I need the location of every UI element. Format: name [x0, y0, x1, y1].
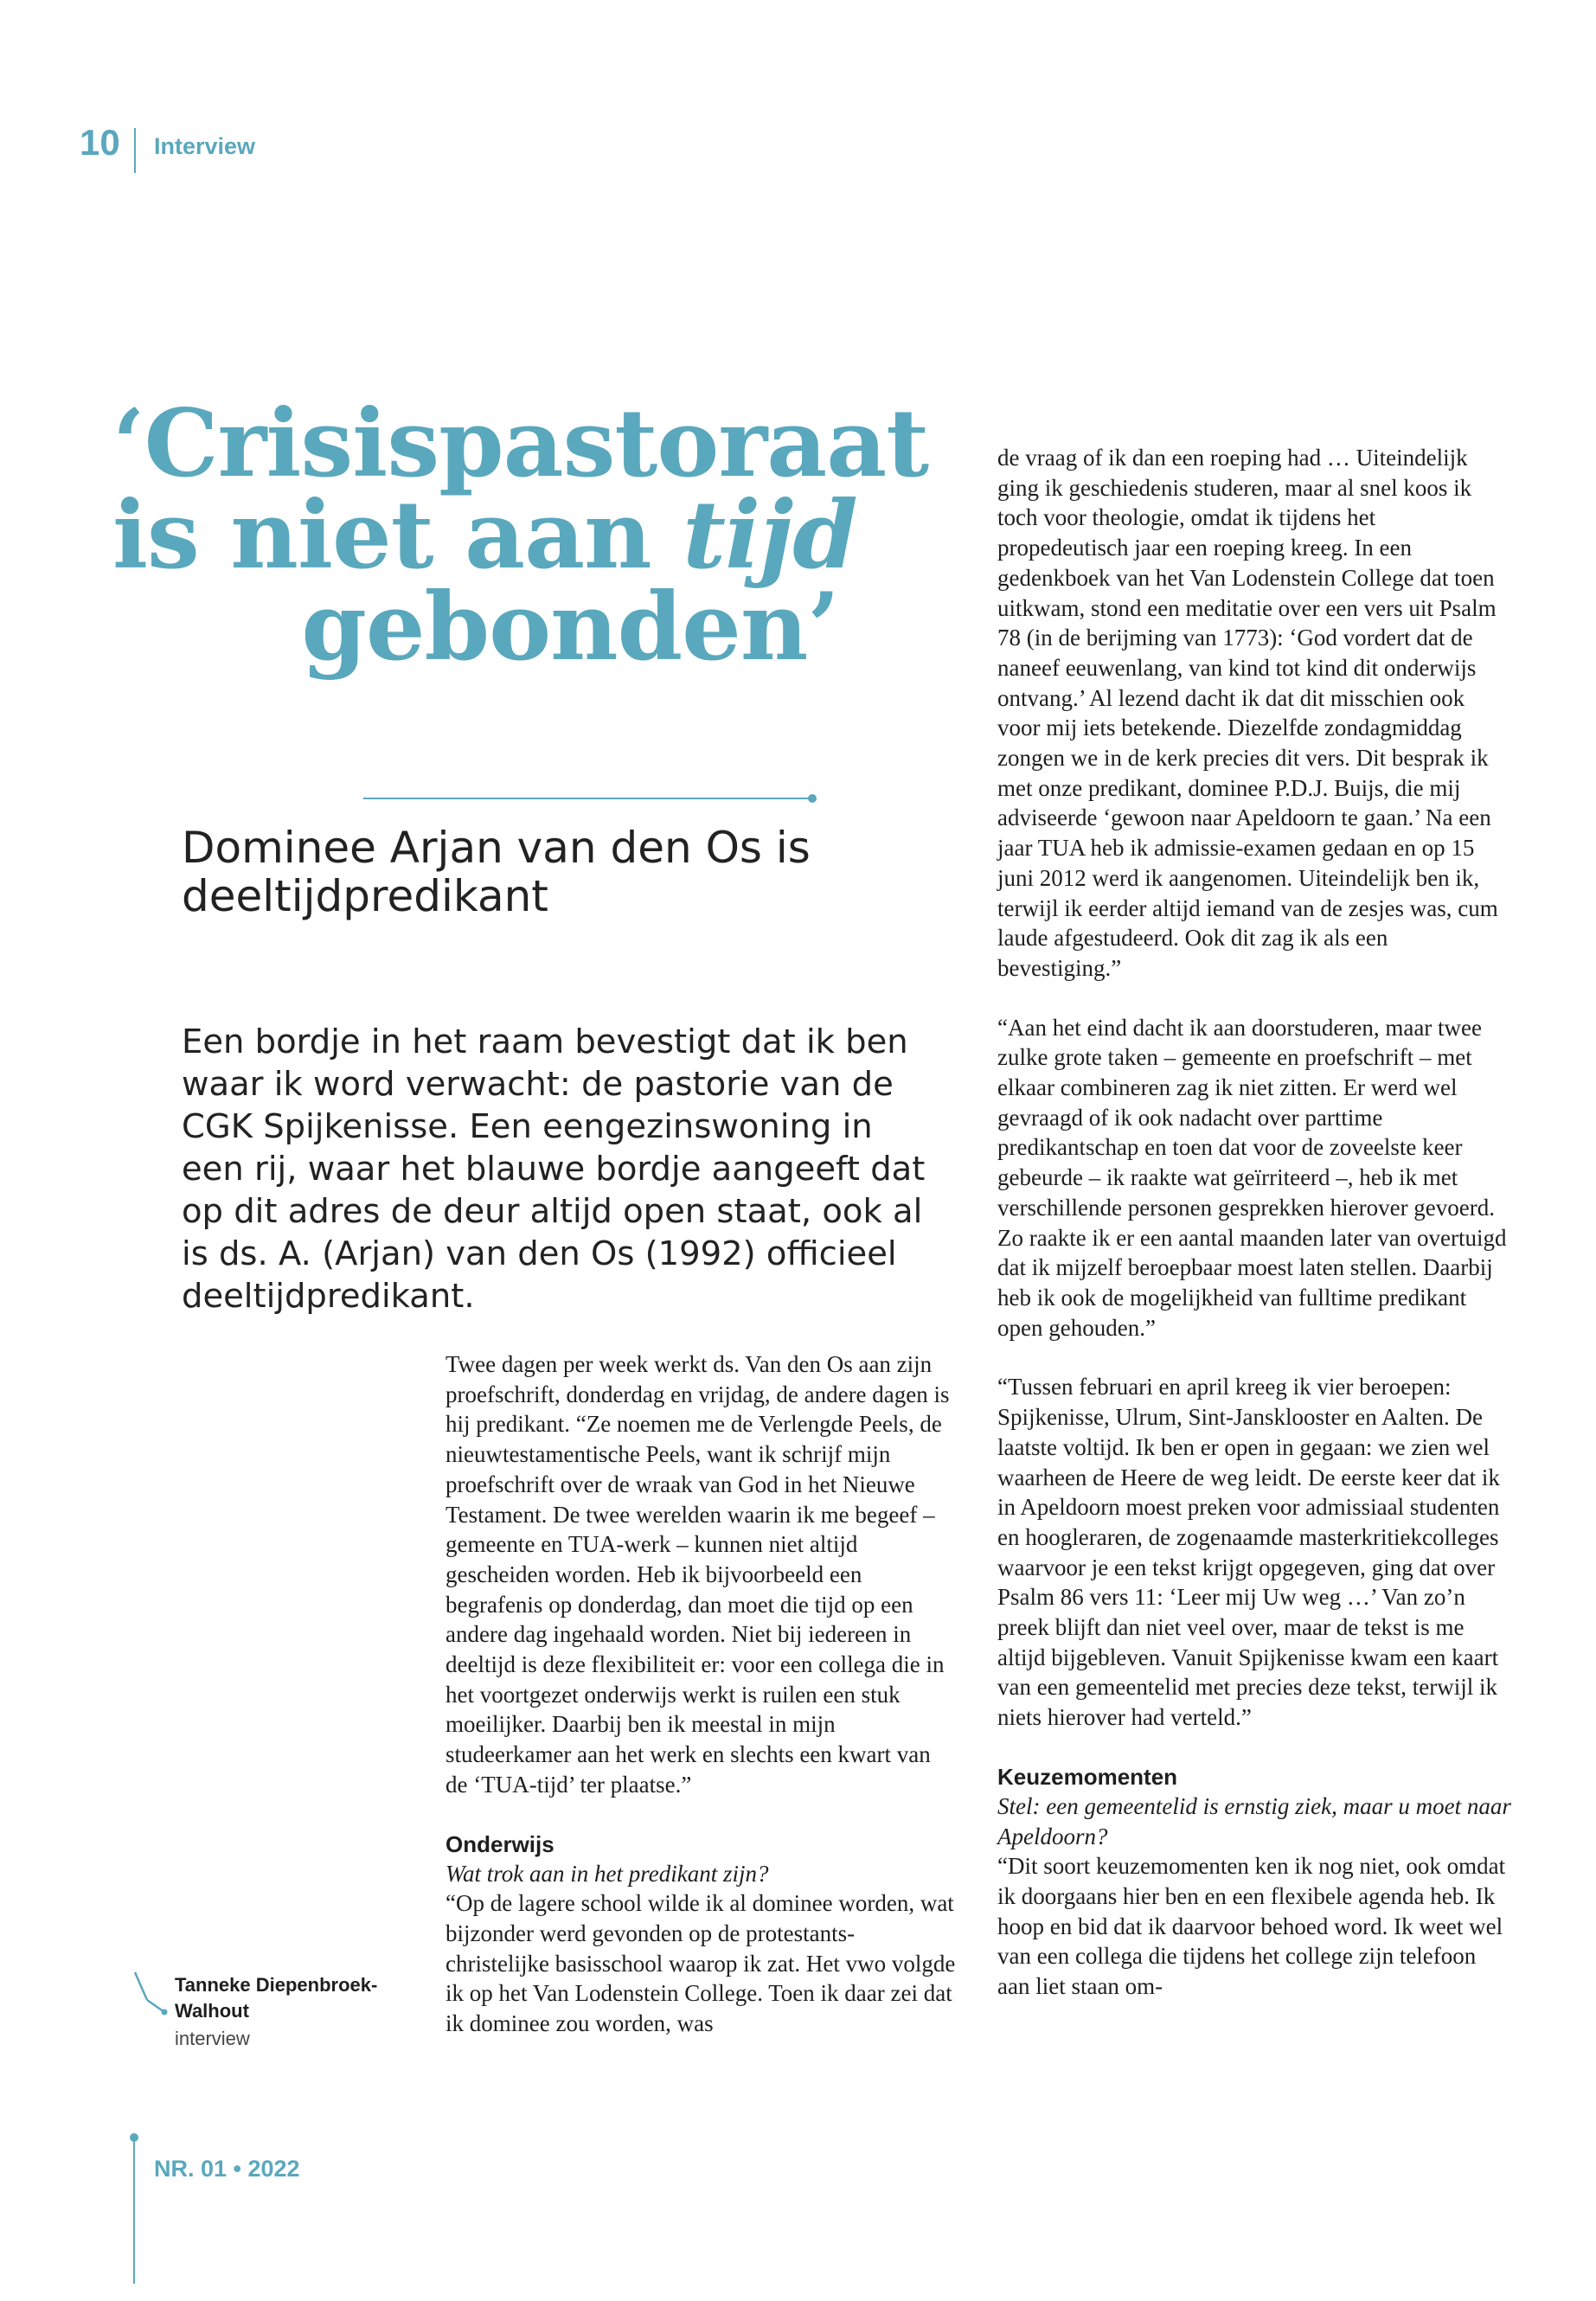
section-label: Interview [154, 133, 256, 159]
title-emphasis: tijd [683, 481, 857, 590]
body-column-right [997, 443, 1512, 2002]
section-heading: Onderwijs [445, 1830, 554, 1857]
article-title [112, 389, 929, 682]
page-number: 10 [80, 122, 120, 163]
pen-icon [131, 1969, 171, 2021]
footer-divider [133, 2137, 135, 2284]
title-line-2 [112, 481, 857, 590]
issue-number: NR. 01 • 2022 [154, 2156, 300, 2182]
footer-divider-dot [130, 2133, 138, 2142]
body-paragraph: de vraag of ik dan een roeping had … Uiteindelijk ging ik geschiedenis studeren, maar al snel koos ik toch voor theologie, omdat ik tijdens het propedeutisch jaar een roeping kreeg. In een gedenkboek van het Van Lodenstein College dat toen uitkwam, stond een meditatie over een vers uit Psalm 78 (in de berijming van 1773): ‘God vordert dat de naneef eeuwenlang, van kind tot kind dit onderwijs ontvang.’ Al lezend dacht ik dat dit misschien ook voor mij iets betekende. Diezelfde zondagmiddag zongen we in de kerk precies dit vers. Dit besprak ik met onze predikant, dominee P.D.J. Buijs, die mij adviseerde ‘gewoon naar Apeldoorn te gaan.’ Na een jaar TUA heb ik admissie-examen gedaan en op 15 juni 2012 werd ik aangenomen. Uiteindelijk ben ik, terwijl ik eerder altijd iemand van de zesjes was, cum laude afgestudeerd. Ook dit zag ik als een bevestiging.” [997, 445, 1498, 981]
body-paragraph: “Tussen februari en april kreeg ik vier beroepen: Spijkenisse, Ulrum, Sint-Jansklooster en Aalten. De laatste voltijd. Ik ben er open in gegaan: we zien wel waarheen de Heere de weg leidt. De eerste keer dat ik in Apeldoorn moest preken voor admissiaal studenten en hoogleraren, de zogenaamde masterkritiekcolleges waarvoor je een tekst krijgt opgegeven, ging dat over Psalm 86 vers 11: ‘Leer mij Uw weg …’ Van zo’n preek blijft dan niet veel over, maar de tekst is me altijd bijgebleven. Vanuit Spijkenisse kwam een kaart van een gemeentelid met precies deze tekst, terwijl ik niets hierover had verteld.” [997, 1374, 1500, 1731]
title-divider [363, 798, 813, 799]
section-heading: Keuzemomenten [997, 1763, 1178, 1790]
title-line-2-text: is niet aan [112, 481, 683, 590]
body-column-middle [445, 1349, 956, 2039]
header-divider [134, 128, 136, 173]
body-paragraph: “Aan het eind dacht ik aan doorstuderen, maar twee zulke grote taken – gemeente en proefschrift – met elkaar combineren zag ik niet zitten. Er werd wel gevraagd of ik ook nadacht over parttime predikantschap en toen dat voor de zoveelste keer gebeurde – ik raakte wat geïrriteerd –, heb ik met verschillende personen gesprekken hierover gevoerd. Zo raakte ik er een aantal maanden later van overtuigd dat ik mijzelf beroepbaar moest laten stellen. Daarbij heb ik ook de mogelijkheid van fulltime predikant open gehouden.” [997, 1014, 1507, 1341]
title-line-3: gebonden’ [301, 573, 839, 682]
body-paragraph: “Dit soort keuzemomenten ken ik nog niet, ook omdat ik doorgaans hier ben en een flexibele agenda heb. Ik hoop en bid dat ik daarvoor behoed word. Ik weet wel van een collega die tijdens het college zijn telefoon aan liet staan om- [997, 1853, 1506, 2000]
interview-question: Wat trok aan in het predikant zijn? [445, 1860, 769, 1887]
article-intro: Een bordje in het raam bevestigt dat ik ben waar ik word verwacht: de pastorie van de CGK Spijkenisse. Een eengezinswoning in een rij, waar het blauwe bordje aangeeft dat op dit adres de deur altijd open staat, ook al is ds. A. (Arjan) van den Os (1992) officieel deeltijdpredikant. [182, 1022, 926, 1316]
body-paragraph: “Op de lagere school wilde ik al dominee worden, wat bijzonder werd gevonden op de protestants-christelijke basisschool waarop ik zat. Het vwo volgde ik op het Van Lodenstein College. Toen ik daar zei dat ik dominee zou worden, was [445, 1890, 956, 2037]
title-divider-dot [808, 794, 817, 803]
author-role: interview [175, 2028, 250, 2049]
author-name: Tanneke Diepenbroek-Walhout [175, 1974, 378, 2022]
article-subtitle: Dominee Arjan van den Os is deeltijdpredikant [182, 823, 811, 921]
body-paragraph: Twee dagen per week werkt ds. Van den Os aan zijn proefschrift, donderdag en vrijdag, de andere dagen is hij predikant. “Ze noemen me de Verlengde Peels, de nieuwtestamentische Peels, want ik schrijf mijn proefschrift over de wraak van God in het Nieuwe Testament. De twee werelden waarin ik me begeef – gemeente en TUA-werk – kunnen niet altijd gescheiden worden. Heb ik bijvoorbeeld een begrafenis op donderdag, dan moet die tijd op een andere dag ingehaald worden. Niet bij iedereen in deeltijd is deze flexibiliteit er: voor een collega die in het voortgezet onderwijs werkt is ruilen een stuk moeilijker. Daarbij ben ik meestal in mijn studeerkamer aan het werk en slechts een kwart van de ‘TUA-tijd’ ter plaatse.” [445, 1351, 950, 1798]
title-line-1: ‘Crisispastoraat [112, 389, 929, 498]
interview-question: Stel: een gemeentelid is ernstig ziek, maar u moet naar Apeldoorn? [997, 1792, 1511, 1849]
